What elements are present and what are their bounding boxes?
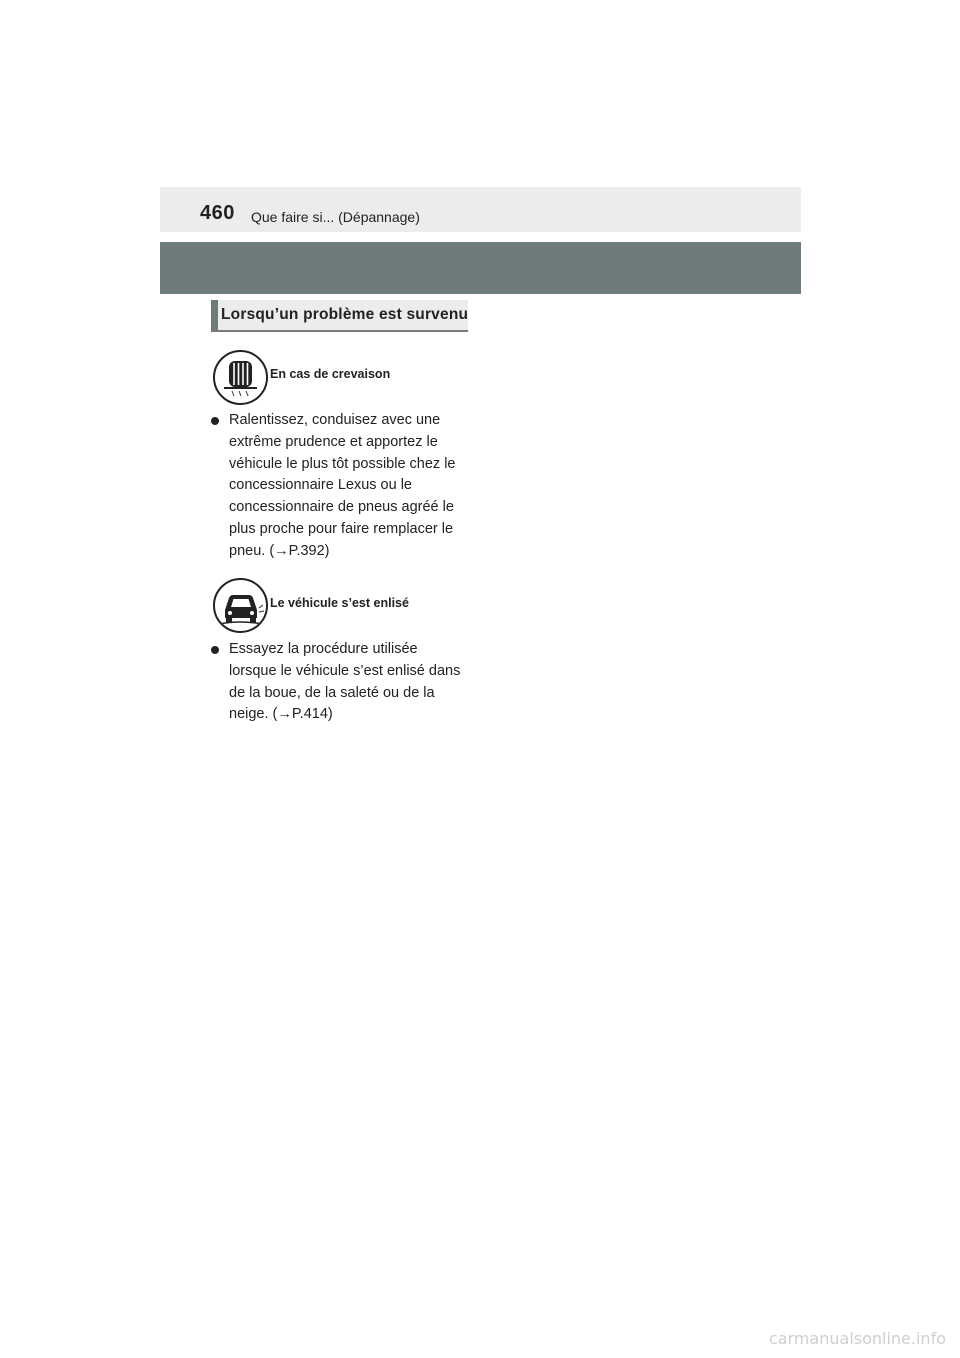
item-heading-stuck-vehicle: Le véhicule s’est enlisé bbox=[270, 596, 409, 610]
bullet-text: Ralentissez, conduisez avec une extrême prudence et apportez le véhicule le plus tôt possible chez le concessionnaire Lexus ou le concessionnaire de pneus agréé le plus proche pour faire remplacer le pneu. (→P.392) bbox=[229, 412, 456, 559]
bullet-icon bbox=[211, 417, 219, 425]
item-heading-flat-tire: En cas de crevaison bbox=[270, 367, 391, 381]
watermark: carmanualsonline.info bbox=[768, 1329, 946, 1348]
bullet-icon bbox=[211, 646, 219, 654]
running-title: Que faire si... (Dépannage) bbox=[251, 209, 420, 225]
bullet-text: Essayez la procédure utilisée lorsque le véhicule s’est enlisé dans de la boue, de la saleté ou de la neige. (→P.414) bbox=[229, 641, 461, 723]
list-item bbox=[211, 639, 466, 726]
list-item bbox=[211, 410, 466, 563]
section-title: Lorsqu’un problème est survenu bbox=[221, 306, 469, 323]
chapter-band bbox=[160, 242, 801, 294]
flat-tire-icon bbox=[213, 350, 268, 405]
stuck-vehicle-icon bbox=[213, 578, 268, 633]
section-header-accent-bar bbox=[211, 300, 218, 330]
page-number: 460 bbox=[200, 202, 235, 224]
